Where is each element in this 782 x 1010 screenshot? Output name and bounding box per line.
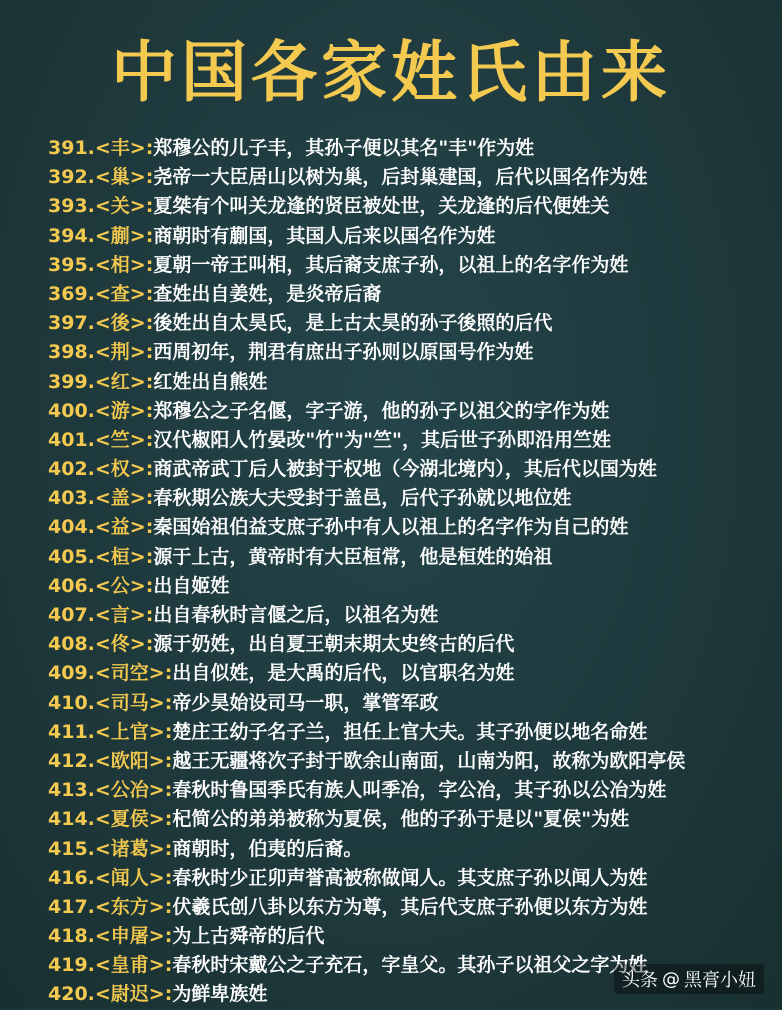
surname-list [48,134,778,1010]
entry-surname: <盖>: [94,487,154,510]
entry-number: 418. [48,925,95,948]
entry-description: 夏朝一帝王叫相，其后裔支庶子孙，以祖上的名字作为姓 [153,253,629,276]
entry-number: 415. [48,837,95,860]
list-item [48,776,778,805]
list-item [48,134,778,163]
list-item [48,747,778,776]
entry-surname: <关>: [94,195,154,218]
list-item [48,368,778,397]
entry-surname: <益>: [94,516,154,539]
watermark-author: 黑膏小妞 [684,970,756,991]
entry-surname: <相>: [94,253,154,276]
entry-description: 郑穆公的儿子丰，其孙子便以其名"丰"作为姓 [153,137,535,159]
entry-number: 412. [48,749,95,772]
entry-number: 392. [48,166,95,189]
list-item [48,397,778,426]
entry-surname: <竺>: [94,428,154,451]
entry-number: 414. [48,808,95,831]
entry-description: 伏羲氏创八卦以东方为尊，其后代支庶子孙便以东方为姓 [172,895,648,918]
list-item [48,309,778,338]
entry-description: 帝少昊始设司马一职，掌管军政 [172,691,439,714]
list-item [48,251,778,280]
entry-surname: <後>: [94,312,154,335]
entry-surname: <东方>: [94,895,173,918]
entry-number: 399. [48,370,95,393]
entry-surname: <皇甫>: [94,954,173,977]
entry-description: 商朝时，伯夷的后裔。 [172,837,363,860]
entry-description: 後姓出自太昊氏，是上古太昊的孙子後照的后代 [153,312,553,335]
entry-description: 为上古舜帝的后代 [172,925,325,948]
list-item [48,426,778,455]
entry-description: 西周初年，荆君有庶出子孙则以原国号作为姓 [153,341,534,364]
list-item [48,572,778,601]
list-item [48,543,778,572]
entry-surname: <游>: [94,399,154,422]
entry-number: 394. [48,224,95,247]
entry-description: 楚庄王幼子名子兰，担任上官大夫。其子孙便以地名命姓 [172,720,648,743]
entry-number: 404. [48,516,95,539]
entry-description: 杞简公的弟弟被称为夏侯，他的子孙于是以"夏侯"为姓 [172,808,630,831]
entry-number: 401. [48,428,95,451]
entry-surname: <诸葛>: [94,837,173,860]
list-item [48,630,778,659]
list-item [48,893,778,922]
entry-number: 406. [48,574,95,597]
entry-description: 为鲜卑族姓 [172,983,268,1006]
list-item [48,484,778,513]
entry-surname: <公>: [94,574,154,597]
entry-surname: <桓>: [94,545,154,568]
entry-number: 408. [48,633,95,656]
entry-surname: <权>: [94,458,154,481]
entry-surname: <言>: [94,604,154,626]
entry-description: 出自春秋时言偃之后，以祖名为姓 [153,604,439,626]
entry-description: 夏桀有个叫关龙逢的贤臣被处世，关龙逢的后代便姓关 [153,195,610,218]
entry-surname: <查>: [94,282,154,305]
watermark-at: @ [662,968,680,990]
entry-description: 商朝时有蒯国，其国人后来以国名作为姓 [153,224,496,247]
list-item [48,718,778,747]
entry-number: 410. [48,691,95,714]
entry-surname: <上官>: [94,720,173,743]
entry-surname: <公冶>: [94,779,173,802]
entry-number: 407. [48,604,95,626]
list-item [48,192,778,221]
entry-number: 411. [48,720,95,743]
list-item [48,835,778,864]
list-item [48,338,778,367]
entry-description: 郑穆公之子名偃，字子游，他的孙子以祖父的字作为姓 [153,399,610,422]
entry-number: 413. [48,779,95,802]
entry-surname: <红>: [94,370,154,393]
list-item [48,163,778,192]
entry-number: 416. [48,866,95,889]
entry-surname: <申屠>: [94,925,173,948]
entry-surname: <司马>: [94,691,173,714]
entry-number: 397. [48,312,95,335]
list-item [48,601,778,630]
entry-description: 商武帝武丁后人被封于权地（今湖北境内），其后代以国为姓 [153,458,657,481]
entry-surname: <尉迟>: [94,983,173,1006]
entry-number: 405. [48,545,95,568]
entry-number: 398. [48,341,95,364]
entry-number: 400. [48,399,95,422]
list-item [48,455,778,484]
entry-surname: <闻人>: [94,866,173,889]
entry-number: 395. [48,253,95,276]
entry-description: 春秋时鲁国季氏有族人叫季冶，字公冶，其子孙以公冶为姓 [172,779,667,802]
list-item [48,513,778,542]
entry-surname: <巢>: [94,166,154,189]
page-title: 中国各家姓氏由来 [111,34,671,111]
entry-surname: <司空>: [94,662,173,685]
entry-surname: <荆>: [94,341,154,364]
entry-description: 红姓出自熊姓 [153,370,268,393]
watermark [614,964,764,994]
list-item [48,222,778,251]
entry-description: 出自姬姓 [153,574,230,597]
entry-description: 汉代椒阳人竹晏改"竹"为"竺"，其后世子孙即沿用竺姓 [153,428,611,451]
entry-description: 源于上古，黄帝时有大臣桓常，他是桓姓的始祖 [153,545,553,568]
entry-surname: <蒯>: [94,224,154,247]
entry-description: 尧帝一大臣居山以树为巢，后封巢建国，后代以国名作为姓 [153,166,648,189]
entry-number: 417. [48,895,95,918]
entry-description: 出自似姓，是大禹的后代，以官职名为姓 [172,662,515,685]
list-item [48,805,778,834]
entry-description: 春秋时宋戴公之子充石，字皇父。其孙子以祖父之字为姓 [172,954,648,977]
entry-description: 秦国始祖伯益支庶子孙中有人以祖上的名字作为自己的姓 [153,516,629,539]
entry-description: 春秋期公族大夫受封于盖邑，后代子孙就以地位姓 [153,487,572,510]
entry-surname: <丰>: [94,137,154,159]
entry-number: 402. [48,458,95,481]
entry-description: 源于奶姓，出自夏王朝末期太史终古的后代 [153,633,515,656]
entry-surname: <佟>: [94,633,154,656]
entry-number: 420. [48,983,95,1006]
entry-number: 369. [48,282,95,305]
entry-description: 查姓出自姜姓，是炎帝后裔 [153,282,382,305]
entry-number: 409. [48,662,95,685]
list-item [48,659,778,688]
entry-number: 391. [48,137,95,159]
list-item [48,864,778,893]
entry-number: 393. [48,195,95,218]
entry-description: 春秋时少正卯声誉高被称做闻人。其支庶子孙以闻人为姓 [172,866,648,889]
list-item [48,280,778,309]
entry-surname: <欧阳>: [94,749,173,772]
watermark-platform: 头条 [622,970,658,991]
list-item [48,922,778,951]
entry-number: 403. [48,487,95,510]
list-item [48,689,778,718]
entry-surname: <夏侯>: [94,808,173,831]
entry-number: 419. [48,954,95,977]
entry-description: 越王无疆将次子封于欧余山南面，山南为阳，故称为欧阳亭侯 [172,749,686,772]
